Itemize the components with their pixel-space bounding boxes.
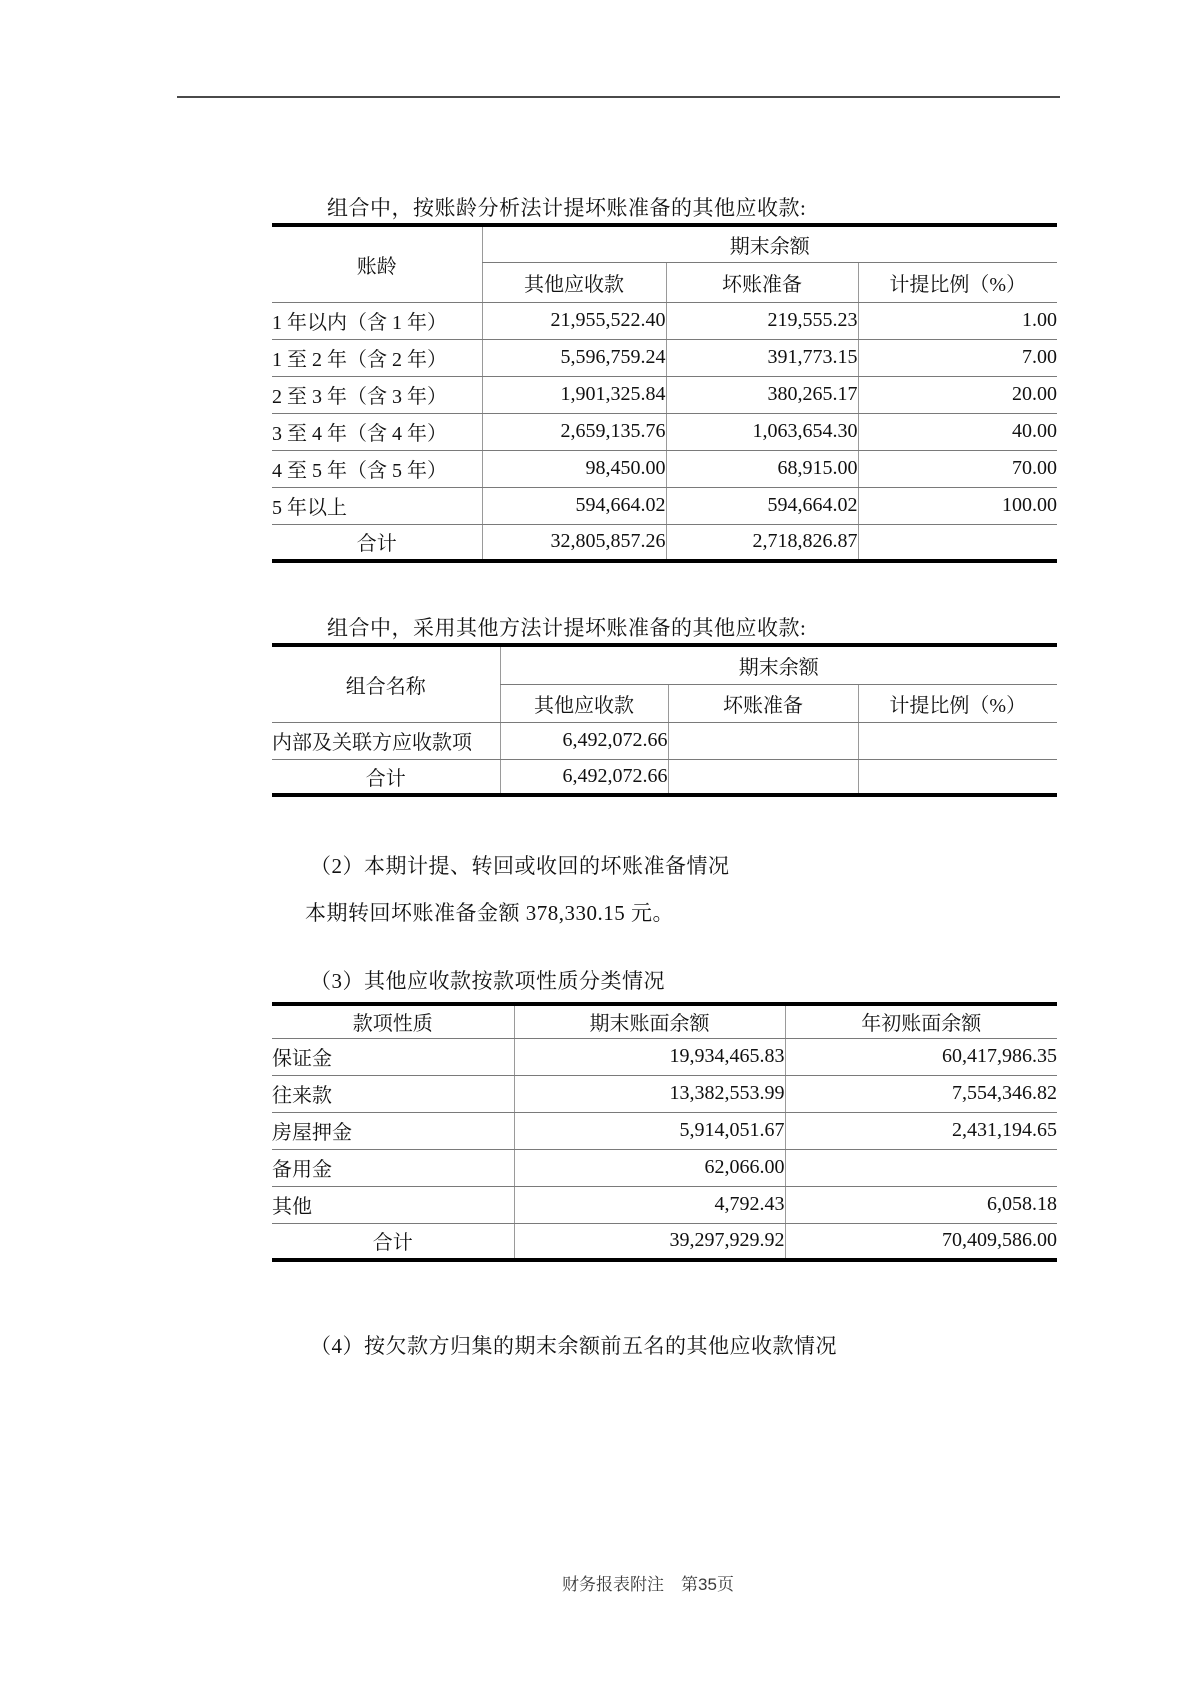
- provision-value: 391,773.15: [666, 339, 858, 376]
- ending-book-col-header: 期末账面余额: [514, 1004, 785, 1038]
- beginning-book-col-header: 年初账面余额: [785, 1004, 1057, 1038]
- provision-value: 219,555.23: [666, 302, 858, 339]
- ratio-value: 20.00: [858, 376, 1057, 413]
- ratio-value: 100.00: [858, 487, 1057, 524]
- aging-label: 3 至 4 年（含 4 年）: [272, 413, 482, 450]
- total-row: [272, 524, 1057, 561]
- other-method-table: [272, 643, 1057, 797]
- provision-col-header: 坏账准备: [666, 262, 858, 302]
- aging-label: 5 年以上: [272, 487, 482, 524]
- section-2-body: 本期转回坏账准备金额 378,330.15 元。: [305, 901, 674, 925]
- nature-table-wrapper: [272, 1002, 1057, 1262]
- table-row: [272, 1075, 1057, 1112]
- table-row: [272, 302, 1057, 339]
- page-footer: 财务报表附注 第35页: [562, 1575, 734, 1594]
- receivable-value: 21,955,522.40: [482, 302, 666, 339]
- aging-label: 1 年以内（含 1 年）: [272, 302, 482, 339]
- receivable-col-header: 其他应收款: [482, 262, 666, 302]
- table1-title: 组合中，按账龄分析法计提坏账准备的其他应收款:: [327, 196, 807, 220]
- table-row: [272, 376, 1057, 413]
- header-rule: [177, 96, 1060, 98]
- total-row: [272, 759, 1057, 795]
- beginning-total: 70,409,586.00: [785, 1223, 1057, 1260]
- table-row: [272, 1038, 1057, 1075]
- ending-value: 62,066.00: [514, 1149, 785, 1186]
- receivable-value: 5,596,759.24: [482, 339, 666, 376]
- ratio-value: [858, 722, 1057, 759]
- ending-value: 19,934,465.83: [514, 1038, 785, 1075]
- provision-value: 1,063,654.30: [666, 413, 858, 450]
- receivable-value: 594,664.02: [482, 487, 666, 524]
- ratio-col-header: 计提比例（%）: [858, 684, 1057, 722]
- receivable-value: 6,492,072.66: [500, 722, 668, 759]
- beginning-value: 6,058.18: [785, 1186, 1057, 1223]
- total-label: 合计: [372, 1232, 413, 1255]
- aging-col-header: 账龄: [272, 225, 482, 302]
- aging-label: 4 至 5 年（含 5 年）: [272, 450, 482, 487]
- ratio-value: 40.00: [858, 413, 1057, 450]
- ending-value: 5,914,051.67: [514, 1112, 785, 1149]
- table-row: [272, 413, 1057, 450]
- total-row: [272, 1223, 1057, 1260]
- ending-value: 13,382,553.99: [514, 1075, 785, 1112]
- beginning-value: 7,554,346.82: [785, 1075, 1057, 1112]
- section-3-heading: （3）其他应收款按款项性质分类情况: [310, 969, 665, 993]
- receivable-value: 1,901,325.84: [482, 376, 666, 413]
- section-4-heading: （4）按欠款方归集的期末余额前五名的其他应收款情况: [310, 1334, 837, 1358]
- table-row: [272, 1186, 1057, 1223]
- beginning-value: [785, 1149, 1057, 1186]
- provision-value: [668, 722, 858, 759]
- aging-analysis-table: [272, 223, 1057, 563]
- ratio-value: 70.00: [858, 450, 1057, 487]
- nature-col-header: 款项性质: [272, 1004, 514, 1038]
- beginning-value: 2,431,194.65: [785, 1112, 1057, 1149]
- ratio-value: 7.00: [858, 339, 1057, 376]
- ratio-total: [858, 759, 1057, 795]
- provision-col-header: 坏账准备: [668, 684, 858, 722]
- provision-value: 380,265.17: [666, 376, 858, 413]
- nature-label: 备用金: [272, 1149, 514, 1186]
- receivable-value: 2,659,135.76: [482, 413, 666, 450]
- receivable-col-header: 其他应收款: [500, 684, 668, 722]
- table2-title: 组合中，采用其他方法计提坏账准备的其他应收款:: [327, 616, 807, 640]
- table-row: [272, 487, 1057, 524]
- beginning-value: 60,417,986.35: [785, 1038, 1057, 1075]
- nature-label: 往来款: [272, 1075, 514, 1112]
- ending-balance-group-header: 期末余额: [482, 225, 1057, 262]
- portfolio-col-header: 组合名称: [272, 645, 500, 722]
- table-row: [272, 1112, 1057, 1149]
- nature-classification-table: [272, 1002, 1057, 1262]
- ratio-value: 1.00: [858, 302, 1057, 339]
- provision-total: [668, 759, 858, 795]
- nature-label: 房屋押金: [272, 1112, 514, 1149]
- section-2-heading: （2）本期计提、转回或收回的坏账准备情况: [310, 854, 730, 878]
- table-row: [272, 722, 1057, 759]
- receivable-total: 6,492,072.66: [500, 759, 668, 795]
- ratio-total: [858, 524, 1057, 561]
- nature-label: 保证金: [272, 1038, 514, 1075]
- provision-value: 68,915.00: [666, 450, 858, 487]
- aging-table-wrapper: [272, 223, 1057, 563]
- ending-total: 39,297,929.92: [514, 1223, 785, 1260]
- provision-total: 2,718,826.87: [666, 524, 858, 561]
- ratio-col-header: 计提比例（%）: [858, 262, 1057, 302]
- provision-value: 594,664.02: [666, 487, 858, 524]
- portfolio-label: 内部及关联方应收款项: [272, 722, 500, 759]
- receivable-value: 98,450.00: [482, 450, 666, 487]
- aging-label: 2 至 3 年（含 3 年）: [272, 376, 482, 413]
- total-label: 合计: [365, 767, 406, 790]
- other-method-table-wrapper: [272, 643, 1057, 797]
- ending-value: 4,792.43: [514, 1186, 785, 1223]
- nature-label: 其他: [272, 1186, 514, 1223]
- ending-balance-group-header: 期末余额: [500, 645, 1057, 684]
- receivable-total: 32,805,857.26: [482, 524, 666, 561]
- aging-label: 1 至 2 年（含 2 年）: [272, 339, 482, 376]
- table-row: [272, 1149, 1057, 1186]
- total-label: 合计: [356, 533, 397, 556]
- table-row: [272, 450, 1057, 487]
- table-row: [272, 339, 1057, 376]
